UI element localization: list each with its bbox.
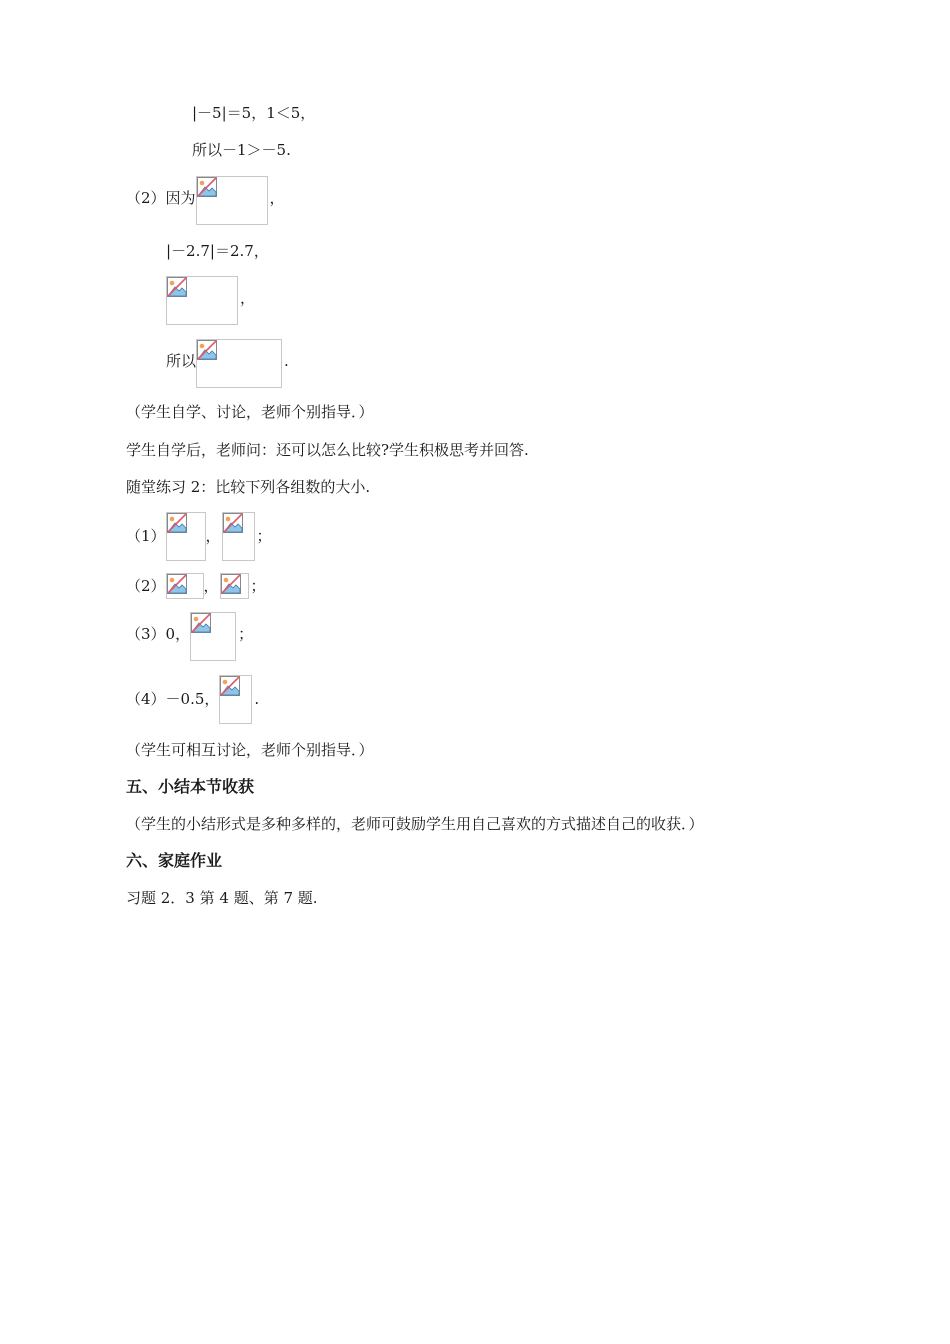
exercise-item (126, 573, 266, 599)
formula-image (222, 512, 255, 561)
paragraph-text: 学生自学后，老师问：还可以怎么比较?学生积极思考并回答. (126, 441, 529, 459)
section-title: 六、家庭作业 (126, 851, 223, 870)
formula-image (166, 573, 204, 599)
conclusion-label: 所以 (166, 352, 197, 370)
punctuation: ， (240, 289, 256, 307)
broken-image-icon (167, 513, 187, 533)
note-text: （学生的小结形式是多种多样的，老师可鼓励学生用自己喜欢的方式描述自己的收获．） (126, 815, 704, 833)
equation-text: |－5|＝5，1＜5， (192, 104, 316, 122)
formula-image (166, 512, 206, 561)
exercise-heading: 随堂练习 2：比较下列各组数的大小. (126, 478, 371, 496)
punctuation: . (254, 690, 260, 708)
broken-image-icon (197, 177, 217, 197)
conclusion-text: 所以－1＞－5. (192, 141, 291, 159)
text-line (126, 814, 704, 834)
punctuation: ， (205, 527, 221, 545)
exercise-item (126, 512, 272, 561)
punctuation: ， (203, 577, 219, 595)
text-line (192, 103, 315, 123)
formula-image (219, 675, 252, 724)
text-line (192, 140, 291, 160)
exercise-item (126, 675, 259, 724)
text-line (126, 440, 529, 460)
punctuation: . (284, 352, 289, 370)
formula-image (196, 339, 282, 388)
broken-image-icon (191, 613, 211, 633)
text-line (166, 339, 289, 388)
formula-image (190, 612, 236, 661)
text-line (166, 241, 269, 261)
broken-image-icon (223, 513, 243, 533)
homework-text: 习题 2．3 第 4 题、第 7 题. (126, 889, 318, 907)
text-line (166, 276, 255, 325)
broken-image-icon (221, 574, 241, 594)
broken-image-icon (167, 574, 187, 594)
punctuation: ； (250, 577, 266, 595)
item-label: （1） (126, 527, 166, 545)
broken-image-icon (220, 676, 240, 696)
item-label: （3）0， (126, 625, 191, 643)
text-line (126, 402, 374, 422)
punctuation: ； (256, 527, 272, 545)
broken-image-icon (167, 277, 187, 297)
formula-image (196, 176, 268, 225)
note-text: （学生自学、讨论，老师个别指导．） (126, 403, 374, 421)
formula-image (220, 573, 249, 599)
section-title: 五、小结本节收获 (126, 777, 255, 796)
exercise-item (126, 612, 253, 661)
item-label: （2） (126, 577, 166, 595)
item-label: （4）－0.5， (126, 690, 220, 708)
formula-image (166, 276, 238, 325)
text-line (126, 477, 370, 497)
equation-text: |－2.7|＝2.7， (166, 242, 269, 260)
item-label: （2）因为 (126, 189, 196, 207)
punctuation: ， (269, 189, 285, 207)
punctuation: ； (238, 625, 254, 643)
text-line (126, 740, 374, 760)
note-text: （学生可相互讨论，老师个别指导．） (126, 741, 374, 759)
text-line (126, 176, 285, 225)
section-heading (126, 777, 254, 797)
broken-image-icon (197, 340, 217, 360)
section-heading (126, 851, 222, 871)
text-line (126, 888, 318, 908)
